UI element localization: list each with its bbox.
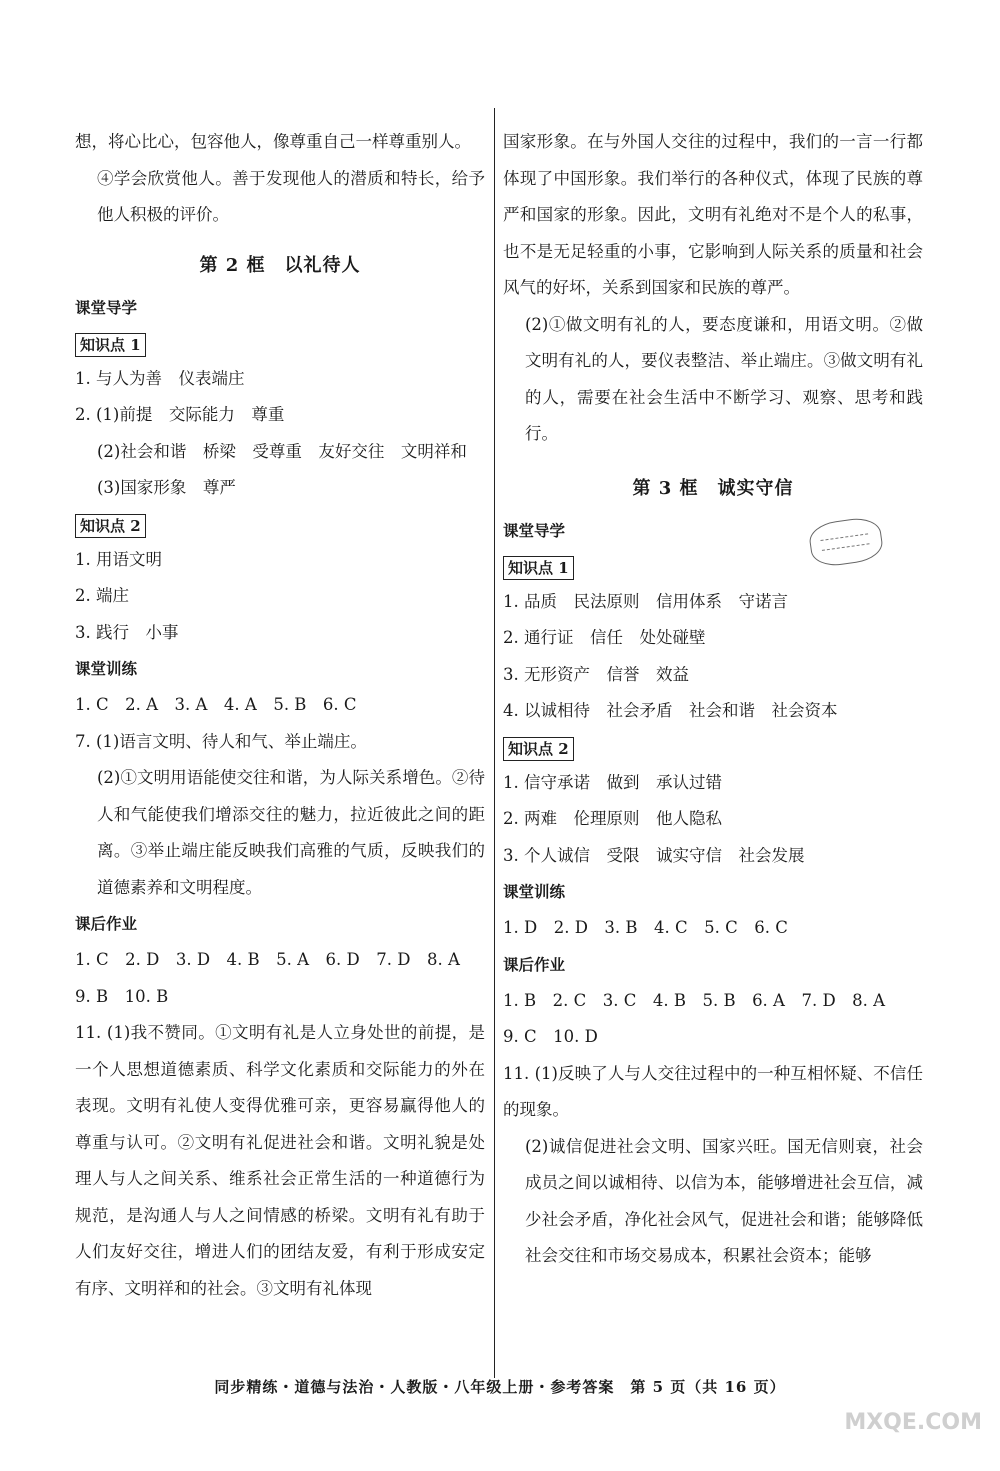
heading-train: 课堂训练	[503, 882, 566, 901]
answer-line: 2. 两难 伦理原则 他人隐私	[503, 809, 722, 828]
heading-train: 课堂训练	[75, 659, 138, 678]
heading-homework: 课后作业	[503, 954, 566, 974]
answer-line: 3. 无形资产 信誉 效益	[503, 664, 689, 684]
answer-line: 1. 信守承诺 做到 承认过错	[503, 772, 722, 792]
heading-homework: 课后作业	[75, 914, 138, 933]
answer-line: 9. B 10. B	[75, 986, 169, 1006]
section-title: 第 2 框 以礼待人	[199, 254, 361, 276]
knowledge-point-label: 知识点 1	[503, 556, 574, 580]
answer-line: 7. (1)语言文明、待人和气、举止端庄。	[75, 731, 367, 751]
answer-para: (2)①文明用语能使交往和谐，为人际关系增色。②待人和气能使我们增添交往的魅力，拉近彼此之间的距离。③举止端庄能反映我们高雅的气质，反映我们的道德素养和文明程度。	[97, 768, 485, 897]
intro-para: 国家形象。在与外国人交往的过程中，我们的一言一行都体现了中国形象。我们举行的各种仪式，体现了民族的尊严和国家的形象。因此，文明有礼绝对不是个人的私事，也不是无足轻重的小事，它影响到人际关系的质量和社会风气的好坏，关系到国家和民族的尊严。	[503, 132, 923, 297]
answer-line: (2)社会和谐 桥梁 受尊重 友好交往 文明祥和	[97, 441, 467, 461]
intro-line: 想，将心比心，包容他人，像尊重自己一样尊重别人。	[75, 132, 471, 151]
watermark: MXQE.COM	[844, 1410, 982, 1435]
answer-para: (2)诚信促进社会文明、国家兴旺。国无信则衰，社会成员之间以诚相待、以信为本，能够增进社会互信，减少社会矛盾，净化社会风气，促进社会和谐；能够降低社会交往和市场交易成本，积累社会资本；能够	[525, 1136, 923, 1265]
knowledge-point-label: 知识点 1	[75, 333, 146, 357]
answer-para: 11. (1)反映了人与人交往过程中的一种互相怀疑、不信任的现象。	[503, 1063, 923, 1119]
knowledge-point-label: 知识点 2	[503, 737, 574, 761]
heading-guide: 课堂导学	[503, 520, 566, 540]
column-divider	[494, 108, 495, 1378]
intro-para: ④学会欣赏他人。善于发现他人的潜质和特长，给予他人积极的评价。	[97, 168, 485, 224]
answer-line: (3)国家形象 尊严	[97, 478, 236, 497]
right-column	[503, 124, 923, 1275]
answer-line: 1. C 2. D 3. D 4. B 5. A 6. D 7. D 8. A	[75, 950, 460, 969]
answer-line: 2. 端庄	[75, 586, 129, 605]
heading-guide: 课堂导学	[75, 297, 138, 317]
answer-line: 1. C 2. A 3. A 4. A 5. B 6. C	[75, 695, 357, 714]
answer-line: 2. 通行证 信任 处处碰壁	[503, 628, 706, 647]
answer-para: 11. (1)我不赞同。①文明有礼是人立身处世的前提，是一个人思想道德素质、科学文化素质和交际能力的外在表现。文明有礼使人变得优雅可亲，更容易赢得他人的尊重与认可。②文明有礼促进社会和谐。文明礼貌是处理人与人之间关系、维系社会正常生活的一种道德行为规范，是沟通人与人之间情感的桥梁。文明有礼有助于人们友好交往，增进人们的团结友爱，有利于形成安定有序、文明祥和的社会。③文明有礼体现	[75, 1023, 485, 1298]
answer-line: 2. (1)前提 交际能力 尊重	[75, 405, 285, 424]
answer-line: 9. C 10. D	[503, 1027, 598, 1046]
answer-line: 1. 用语文明	[75, 549, 162, 569]
answer-line: 1. B 2. C 3. C 4. B 5. B 6. A 7. D 8. A	[503, 990, 886, 1010]
knowledge-point-label: 知识点 2	[75, 514, 146, 538]
left-column	[75, 124, 485, 1307]
answer-line: 3. 践行 小事	[75, 622, 179, 642]
answer-line: 1. 品质 民法原则 信用体系 守诺言	[503, 591, 788, 611]
answer-line: 1. 与人为善 仪表端庄	[75, 368, 245, 388]
answer-line: 4. 以诚相待 社会矛盾 社会和谐 社会资本	[503, 701, 838, 720]
answer-line: 1. D 2. D 3. B 4. C 5. C 6. C	[503, 918, 788, 937]
section-title: 第 3 框 诚实守信	[632, 477, 794, 499]
answer-para: (2)①做文明有礼的人，要态度谦和，用语文明。②做文明有礼的人，要仪表整洁、举止端庄。③做文明有礼的人，需要在社会生活中不断学习、观察、思考和践行。	[525, 314, 923, 443]
page-footer: 同步精练・道德与法治・人教版・八年级上册・参考答案 第 5 页（共 16 页）	[214, 1378, 786, 1396]
answer-line: 3. 个人诚信 受限 诚实守信 社会发展	[503, 845, 805, 865]
